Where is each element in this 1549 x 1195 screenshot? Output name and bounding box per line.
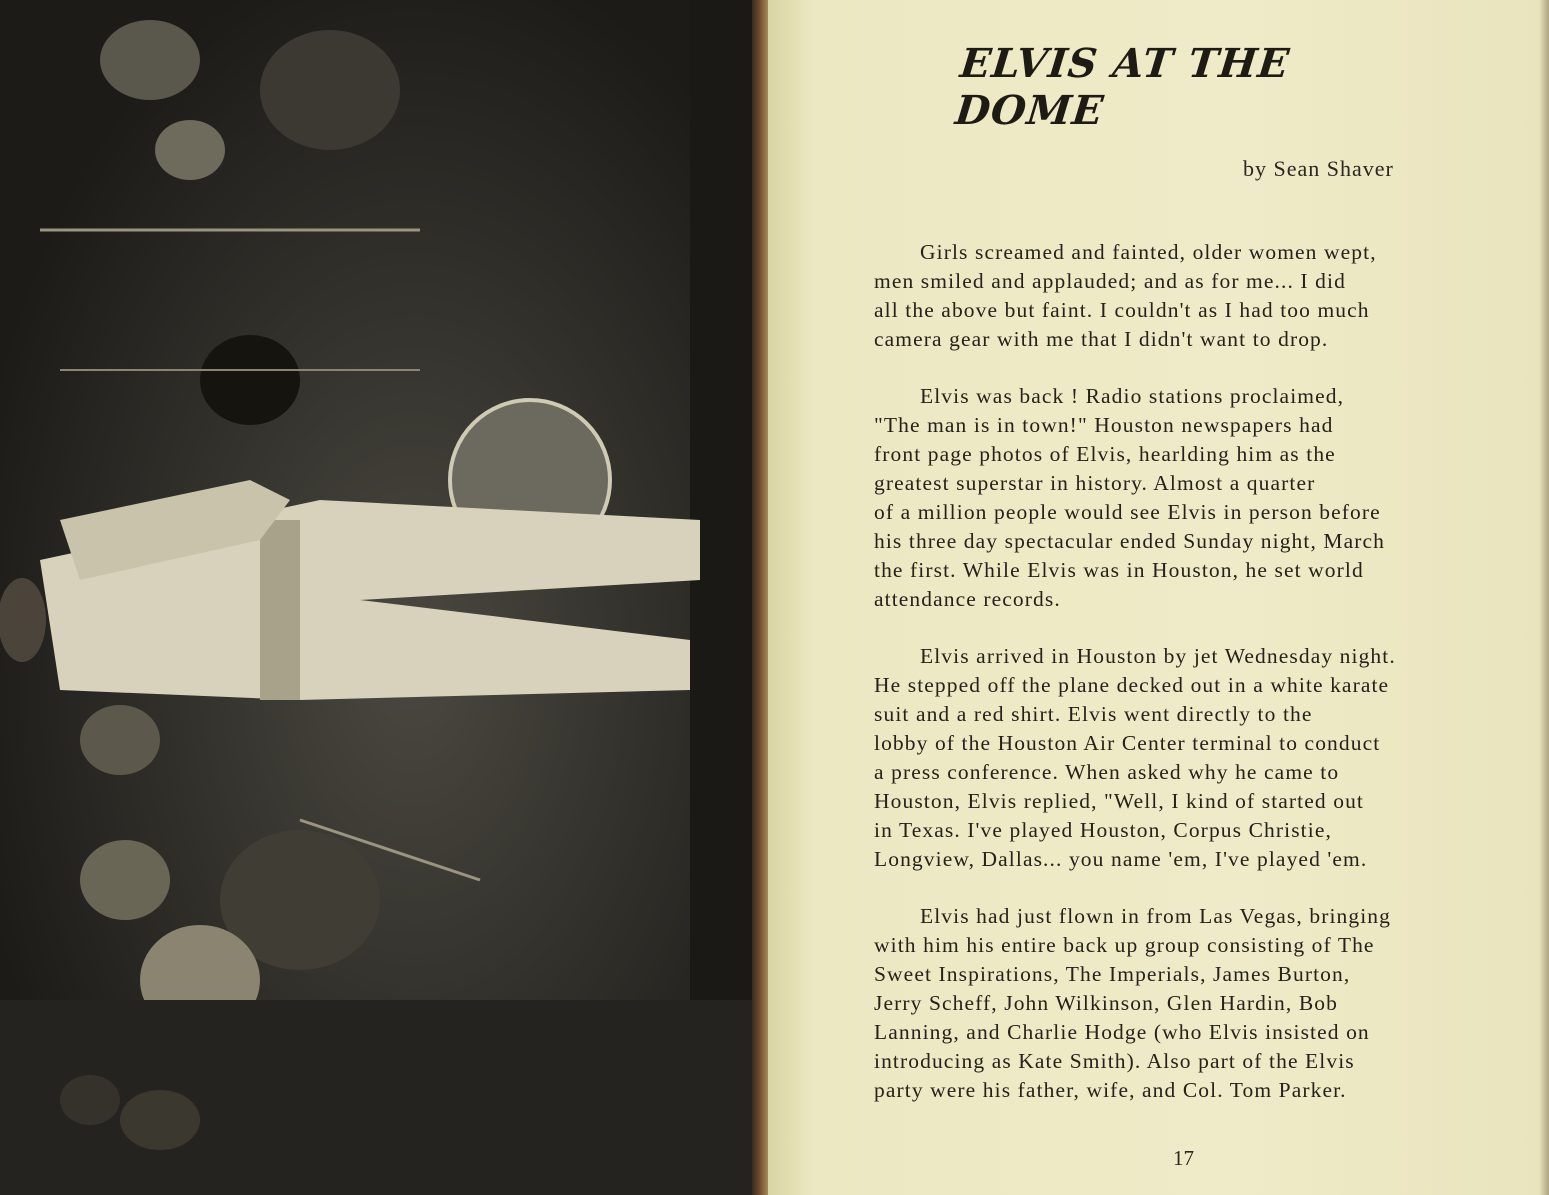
page-number: 17 [1173, 1146, 1194, 1170]
text-page [768, 0, 1549, 1195]
text-line: all the above but faint. I couldn't as I had too much [874, 298, 1370, 322]
text-line: Sweet Inspirations, The Imperials, James Burton, [874, 962, 1351, 986]
text-line: men smiled and applauded; and as for me... I did [874, 269, 1346, 293]
article-body [874, 238, 1542, 1133]
text-line: Lanning, and Charlie Hodge (who Elvis insisted on [874, 1020, 1370, 1044]
text-line: Jerry Scheff, John Wilkinson, Glen Hardin, Bob [874, 991, 1338, 1015]
page-edge-shadow [1539, 0, 1549, 1195]
article-title: ELVIS AT THE DOME [953, 40, 1292, 134]
paragraph-3 [874, 642, 1542, 874]
text-line: Elvis had just flown in from Las Vegas, bringing [920, 904, 1392, 928]
text-line: Elvis was back ! Radio stations proclaimed, [920, 384, 1345, 408]
text-line: his three day spectacular ended Sunday night, March [874, 529, 1386, 553]
text-line: greatest superstar in history. Almost a quarter [874, 471, 1316, 495]
text-line: camera gear with me that I didn't want to drop. [874, 327, 1329, 351]
text-line: Elvis arrived in Houston by jet Wednesday night. [920, 644, 1396, 668]
book-gutter [752, 0, 768, 1195]
text-line: Girls screamed and fainted, older women wept, [920, 240, 1377, 264]
paragraph-2 [874, 382, 1542, 614]
text-line: Longview, Dallas... you name 'em, I've played 'em. [874, 847, 1368, 871]
paragraph-4 [874, 902, 1542, 1105]
text-line: suit and a red shirt. Elvis went directly to the [874, 702, 1313, 726]
text-line: He stepped off the plane decked out in a white karate [874, 673, 1390, 697]
article-byline: by Sean Shaver [1243, 156, 1394, 181]
text-line: lobby of the Houston Air Center terminal to conduct [874, 731, 1381, 755]
text-line: of a million people would see Elvis in person before [874, 500, 1381, 524]
text-line: Houston, Elvis replied, "Well, I kind of started out [874, 789, 1364, 813]
text-line: introducing as Kate Smith). Also part of the Elvis [874, 1049, 1355, 1073]
photo-page [0, 0, 752, 1195]
text-line: party were his father, wife, and Col. Tom Parker. [874, 1078, 1347, 1102]
text-line: front page photos of Elvis, hearlding him as the [874, 442, 1336, 466]
text-line: in Texas. I've played Houston, Corpus Christie, [874, 818, 1332, 842]
text-line: attendance records. [874, 587, 1061, 611]
paragraph-1 [874, 238, 1542, 354]
text-line: "The man is in town!" Houston newspapers had [874, 413, 1334, 437]
text-line: a press conference. When asked why he came to [874, 760, 1340, 784]
concert-photo-icon [0, 0, 752, 1195]
text-line: the first. While Elvis was in Houston, he set world [874, 558, 1364, 582]
text-line: with him his entire back up group consisting of The [874, 933, 1375, 957]
